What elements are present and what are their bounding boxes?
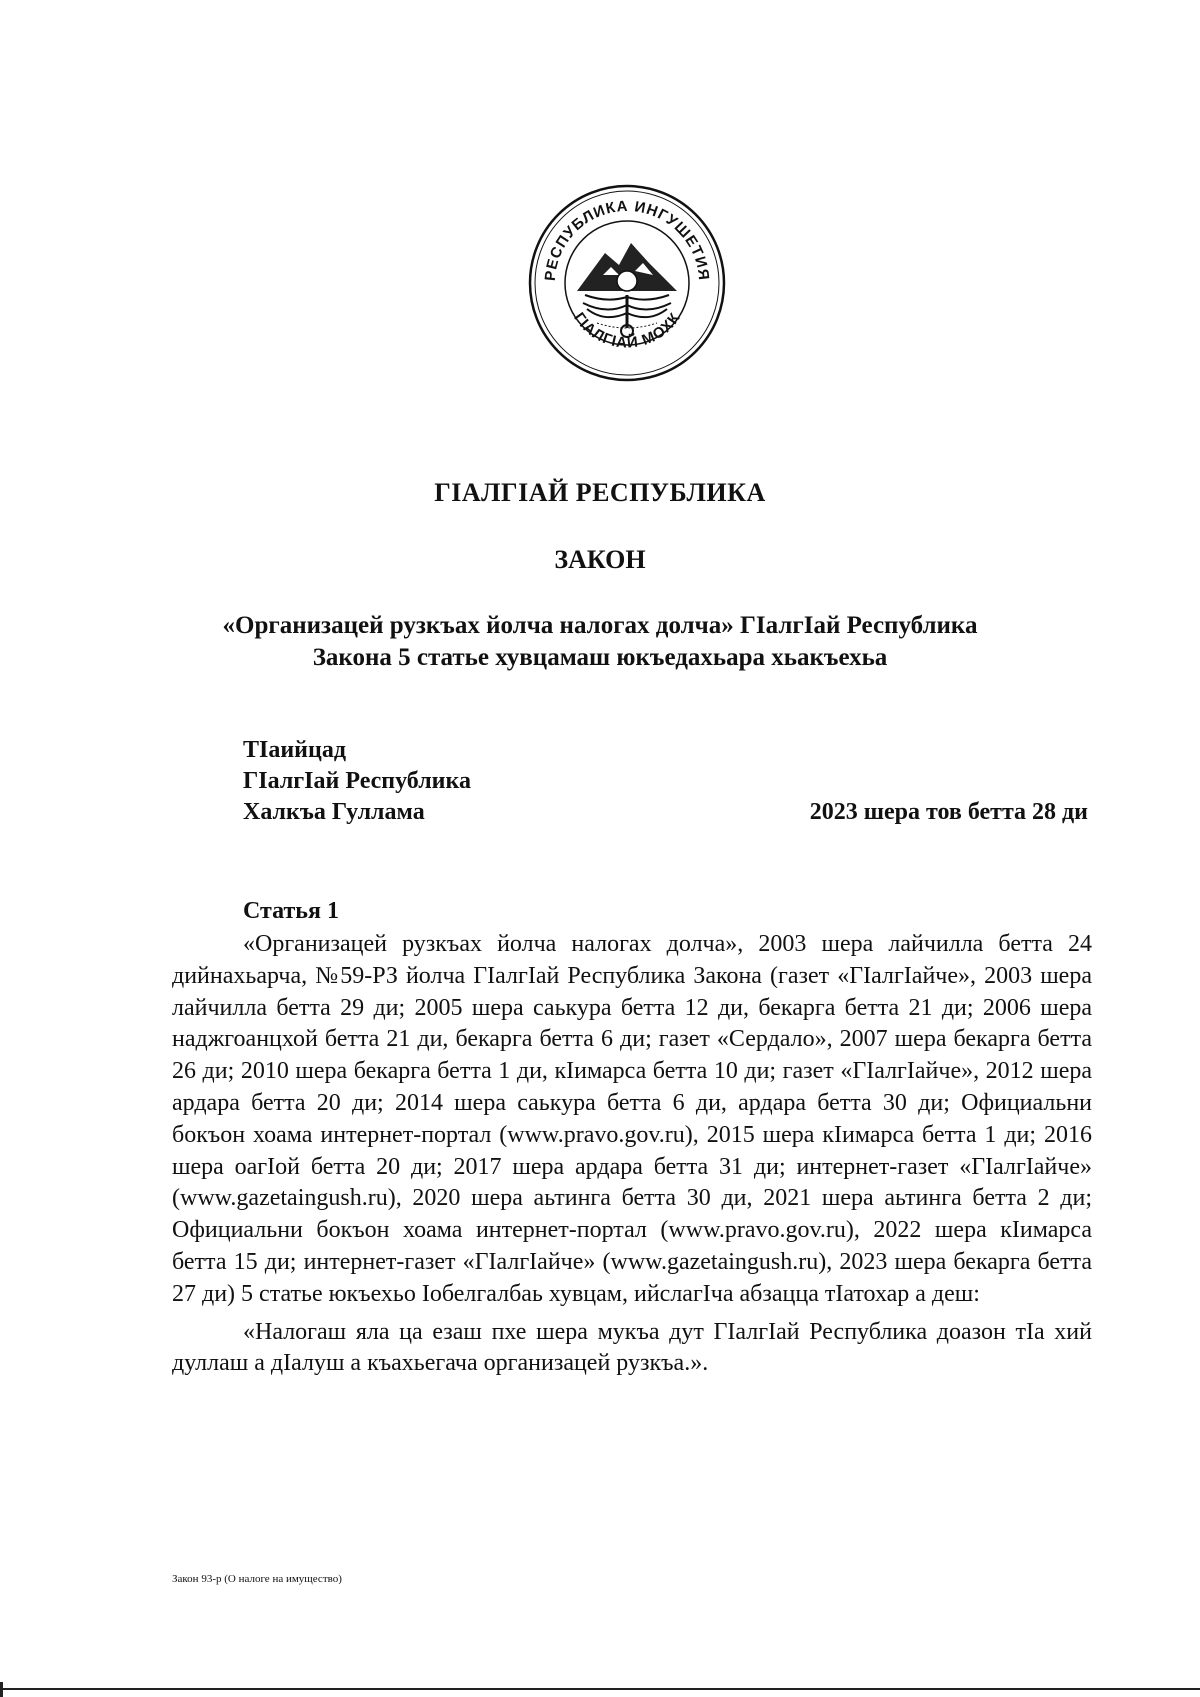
scan-edge-corner — [0, 1682, 3, 1697]
footer-note: Закон 93-р (О налоге на имущество) — [172, 1573, 342, 1585]
adoption-line-3: Халкъа Гуллама — [243, 799, 425, 825]
svg-text:ГӀАЛГӀАЙ МОХК: ГӀАЛГӀАЙ МОХК — [570, 309, 684, 352]
law-title-line-1: «Организацей рузкъах йолча налогах долча» ГIалгIай Республика — [222, 612, 978, 639]
adoption-block — [243, 735, 471, 828]
scan-edge-line — [0, 1688, 1200, 1690]
article-paragraph: «Организацей рузкъах йолча налогах долча», 2003 шера лайчилла бетта 24 дийнахьарча, №59-РЗ йолча ГIалгIай Республика Закона (газет «ГIалгIайче», 2003 шера лайчилла бетта 29 ди; 2005 шера саькура бетта 12 ди, бекарга бетта 21 ди; 2006 шера наджгоанцхой бетта 21 ди, бекарга бетта 6 ди; газет «Сердало», 2007 шера бекарга бетта 26 ди; 2010 шера бекарга бетта 1 ди, кIимарса бетта 10 ди; газет «ГIалгIайче», 2012 шера ардара бетта 20 ди; 2014 шера саькура бетта 6 ди, ардара бетта 30 ди; Официальни бокъон хоама интернет-портал (www.pravo.gov.ru), 2015 шера кIимарса бетта 1 ди; 2016 шера оагIой бетта 20 ди; 2017 шера ардара бетта 31 ди; интернет-газет «ГIалгIайче» (www.gazetaingush.ru), 2020 шера аьтинга бетта 30 ди, 2021 шера аьтинга бетта 2 ди; Официальни бокъон хоама интернет-портал (www.pravo.gov.ru), 2022 шера кIимарса бетта 15 ди; интернет-газет «ГIалгIайче» (www.gazetaingush.ru), 2023 шера бекарга бетта 27 ди) 5 статье юкъехьо Iобелгалбаь хувцам, ийслагIча абзацца тIатохар а деш: — [172, 931, 1092, 1307]
svg-text:РЕСПУБЛИКА ИНГУШЕТИЯ: РЕСПУБЛИКА ИНГУШЕТИЯ — [541, 197, 713, 282]
article-heading: Статья 1 — [243, 898, 339, 924]
document-type: ЗАКОН — [554, 545, 646, 574]
adoption-line-2: ГIалгIай Республика — [243, 768, 471, 794]
adoption-date: 2023 шера тов бетта 28 ди — [809, 799, 1088, 825]
coat-of-arms-seal — [527, 183, 727, 383]
republic-name: ГIАЛГIАЙ РЕСПУБЛИКА — [434, 478, 766, 507]
article-body — [172, 929, 1092, 1380]
adoption-line-1: ТIаийцад — [243, 737, 346, 763]
law-title — [0, 610, 1200, 674]
law-title-line-2: Закона 5 статье хувцамаш юкъедахьара хьакъехьа — [312, 644, 888, 671]
article-quote: «Налогаш яла ца езаш пхе шера мукъа дут ГIалгIай Республика доазон тIа хий дуллаш а дIалуш а къахьегача организацей рузкъа.». — [172, 1318, 1092, 1377]
